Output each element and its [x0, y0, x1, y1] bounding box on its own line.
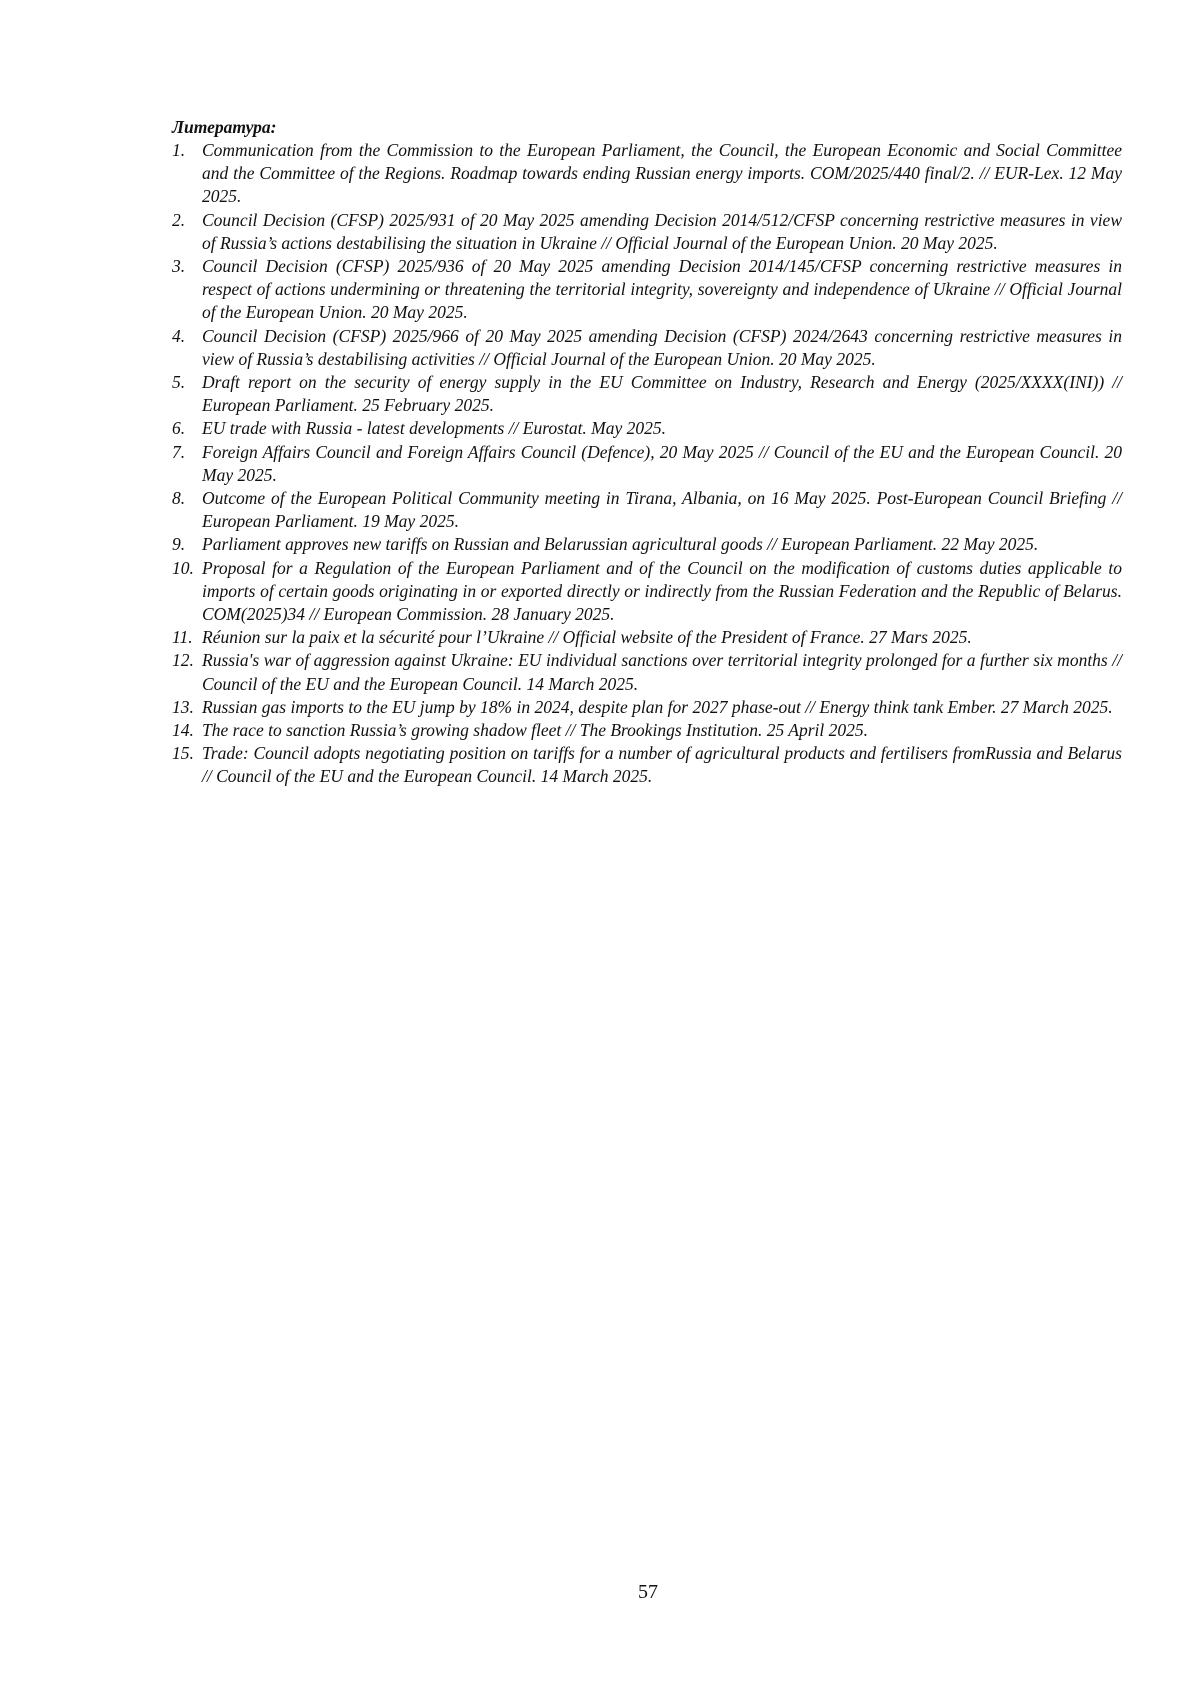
reference-item [172, 696, 1122, 719]
reference-text: Council Decision (CFSP) 2025/931 of 20 May 2025 amending Decision 2014/512/CFSP concerning restrictive measures in view of Russia’s actions destabilising the situation in Ukraine // Official Journal of the European Union. 20 May 2025. [202, 209, 1122, 253]
reference-number: 4. [172, 325, 186, 346]
reference-number: 12. [172, 650, 194, 671]
reference-number: 3. [172, 256, 186, 277]
reference-number: 10. [172, 557, 194, 578]
references-list [172, 139, 1122, 789]
reference-item [172, 533, 1122, 556]
reference-text: Réunion sur la paix et la sécurité pour l’Ukraine // Official website of the President of France. 27 Mars 2025. [202, 627, 972, 648]
reference-item [172, 557, 1122, 627]
reference-number: 15. [172, 743, 194, 764]
page-number: 57 [638, 1581, 658, 1603]
reference-number: 11. [172, 627, 193, 648]
reference-item [172, 371, 1122, 417]
reference-text: Trade: Council adopts negotiating position on tariffs for a number of agricultural products and fertilisers fromRussia and Belarus // Council of the EU and the European Council. 14 March 2025. [202, 743, 1122, 787]
reference-text: Council Decision (CFSP) 2025/936 of 20 May 2025 amending Decision 2014/145/CFSP concerning restrictive measures in respect of actions undermining or threatening the territorial integrity, sovereignty and independence of Ukraine // Official Journal of the European Union. 20 May 2025. [202, 256, 1122, 323]
reference-item [172, 255, 1122, 325]
reference-item [172, 139, 1122, 209]
reference-item [172, 487, 1122, 533]
reference-number: 5. [172, 372, 186, 393]
reference-number: 2. [172, 209, 186, 230]
reference-text: Russia's war of aggression against Ukraine: EU individual sanctions over territorial integrity prolonged for a further six months // Council of the EU and the European Council. 14 March 2025. [202, 650, 1122, 694]
reference-text: Outcome of the European Political Community meeting in Tirana, Albania, on 16 May 2025. Post-European Council Briefing // European Parliament. 19 May 2025. [202, 488, 1122, 532]
reference-number: 13. [172, 696, 194, 717]
reference-number: 14. [172, 720, 194, 741]
reference-text: Foreign Affairs Council and Foreign Affairs Council (Defence), 20 May 2025 // Council of the EU and the European Council. 20 May 2025. [202, 441, 1122, 485]
reference-text: EU trade with Russia - latest developments // Eurostat. May 2025. [202, 418, 667, 439]
reference-number: 8. [172, 488, 186, 509]
reference-number: 9. [172, 534, 186, 555]
reference-text: Council Decision (CFSP) 2025/966 of 20 May 2025 amending Decision (CFSP) 2024/2643 concerning restrictive measures in view of Russia’s destabilising activities // Official Journal of the European Union. 20 May 2025. [202, 325, 1122, 369]
page-content [172, 116, 1122, 789]
reference-text: Communication from the Commission to the European Parliament, the Council, the European Economic and Social Committee and the Committee of the Regions. Roadmap towards ending Russian energy imports. COM/2025/440 final/2. // EUR-Lex. 12 May 2025. [202, 140, 1122, 207]
references-heading: Литература: [172, 117, 277, 137]
reference-item [172, 719, 1122, 742]
reference-text: Parliament approves new tariffs on Russian and Belarussian agricultural goods // European Parliament. 22 May 2025. [202, 534, 1039, 555]
reference-text: Proposal for a Regulation of the European Parliament and of the Council on the modification of customs duties applicable to imports of certain goods originating in or exported directly or indirectly from the Russian Federation and the Republic of Belarus. COM(2025)34 // European Commission. 28 January 2025. [202, 557, 1122, 625]
reference-item [172, 649, 1122, 695]
reference-item [172, 626, 1122, 649]
reference-text: The race to sanction Russia’s growing shadow fleet // The Brookings Institution. 25 April 2025. [202, 720, 868, 741]
reference-item [172, 417, 1122, 440]
reference-item [172, 742, 1122, 788]
reference-item [172, 325, 1122, 371]
reference-number: 7. [172, 441, 186, 462]
reference-text: Draft report on the security of energy supply in the EU Committee on Industry, Research and Energy (2025/XXXX(INI)) // European Parliament. 25 February 2025. [202, 372, 1122, 416]
reference-text: Russian gas imports to the EU jump by 18% in 2024, despite plan for 2027 phase-out // Energy think tank Ember. 27 March 2025. [202, 696, 1113, 717]
reference-item [172, 209, 1122, 255]
reference-number: 1. [172, 140, 186, 160]
reference-item [172, 441, 1122, 487]
reference-number: 6. [172, 418, 186, 439]
